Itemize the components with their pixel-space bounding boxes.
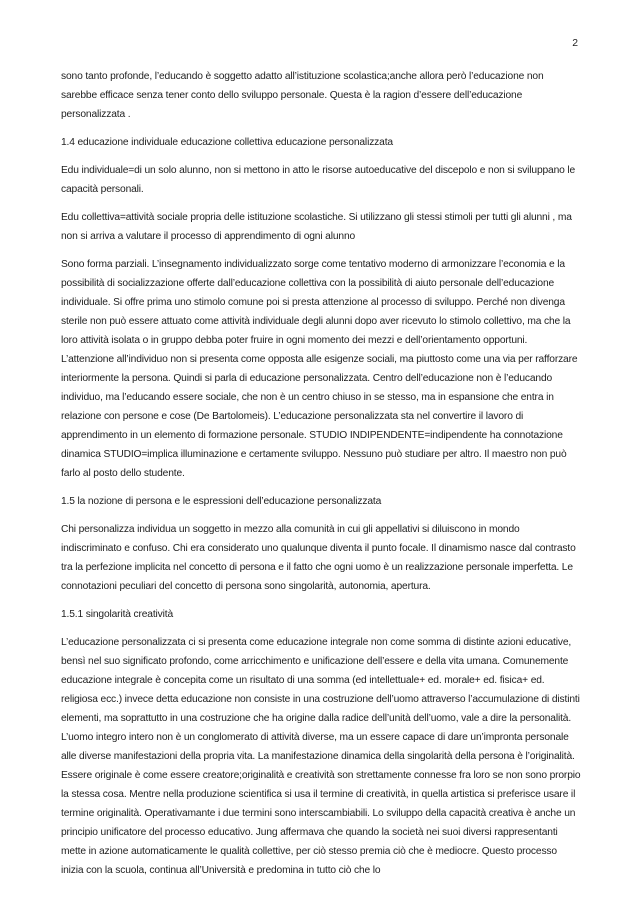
paragraph: Edu collettiva=attività sociale propria delle istituzione scolastiche. Si utilizzano gli stessi stimoli per tutti gli alunni , ma non si arriva a valutare il processo di apprendimento di ogni alunno [61,212,572,242]
paragraph: Edu individuale=di un solo alunno, non si mettono in atto le risorse autoeducative del discepolo e non si sviluppano le capacità personali. [61,165,576,195]
page-number: 2 [572,38,578,49]
section-heading: 1.5 la nozione di persona e le espressioni dell’educazione personalizzata [61,496,382,507]
paragraph: Sono forma parziali. L’insegnamento individualizzato sorge come tentativo moderno di armonizzare l’economia e la possibilità di socializzazione offerte dall’educazione collettiva con la possibilità di aiuto personale dell’educazione individuale. Si offre prima uno stimolo comune poi si presta attenzione al processo di sviluppo. Perché non divenga sterile non può essere attuato come attività individuale degli alunni dopo aver ricevuto lo stimolo collettivo, ma che la loro attività isolata o in gruppo debba poter fruire in ogni momento dei mezzi e dell’orientamento opportuni. L’attenzione all’individuo non si presenta come opposta alle esigenze sociali, ma piuttosto come una via per rafforzare interiormente la persona. Quindi si parla di educazione personalizzata. Centro dell’educazione non è l’educando individuo, ma l’educando essere sociale, che non è un centro chiuso in se stesso, ma in espansione che entra in relazione con persone e cose (De Bartolomeis). L’educazione personalizzata sta nel convertire il lavoro di apprendimento in un elemento di formazione personale. STUDIO INDIPENDENTE=indipendente ha connotazione dinamica STUDIO=implica illuminazione e certamente sviluppo. Nessuno può studiare per altro. Il maestro non può farlo al posto dello studente. [61,259,578,479]
paragraph: sono tanto profonde, l’educando è soggetto adatto all’istituzione scolastica;anche allora però l’educazione non sarebbe efficace senza tener conto dello sviluppo personale. Questa è la ragion d’essere dell’educazione personalizzata . [61,71,544,120]
page-body [61,67,581,889]
paragraph: Chi personalizza individua un soggetto in mezzo alla comunità in cui gli appellativi si diluiscono in mondo indiscriminato e confuso. Chi era considerato uno qualunque diventa il punto focale. Il dinamismo nasce dal contrasto tra la perfezione implicita nel concetto di persona e il fatto che ogni uomo è un realizzazione personale imperfetta. Le connotazioni peculiari del concetto di persona sono singolarità, autonomia, apertura. [61,524,576,592]
subsection-heading: 1.5.1 singolarità creatività [61,609,174,620]
paragraph: L’educazione personalizzata ci si presenta come educazione integrale non come somma di distinte azioni educative, bensì nel suo significato profondo, come arricchimento e unificazione dell’essere e della vita umana. Comunemente educazione integrale è concepita come un risultato di una somma (ed intellettuale+ ed. morale+ ed. fisica+ ed. religiosa ecc.) invece detta educazione non consiste in una costruzione dell’uomo attraverso l’accumulazione di distinti elementi, ma soprattutto in una costruzione che ha origine dalla radice dell’unità dell’uomo, vale a dire la personalità. L’uomo integro intero non è un conglomerato di attività diverse, ma un essere capace di dare un’impronta personale alle diverse manifestazioni della propria vita. La manifestazione dinamica della singolarità della persona è l’originalità. Essere originale è come essere creatore;originalità e creatività son strettamente connesse fra loro se non sono prorpio la stessa cosa. Mentre nella produzione scientifica si usa il termine di creatività, in quella artistica si preferisce usare il termine originalità. Operativamante i due termini sono interscambiabili. Lo sviluppo della capacità creativa è anche un principio unificatore del processo educativo. Jung affermava che quando la società nei suoi diversi rappresentanti mette in azione automaticamente le qualità collettive, per ciò stesso premia ciò che è mediocre. Questo processo inizia con la scuola, continua all’Università e predomina in tutto ciò che lo [61,637,581,876]
section-heading: 1.4 educazione individuale educazione collettiva educazione personalizzata [61,137,393,148]
